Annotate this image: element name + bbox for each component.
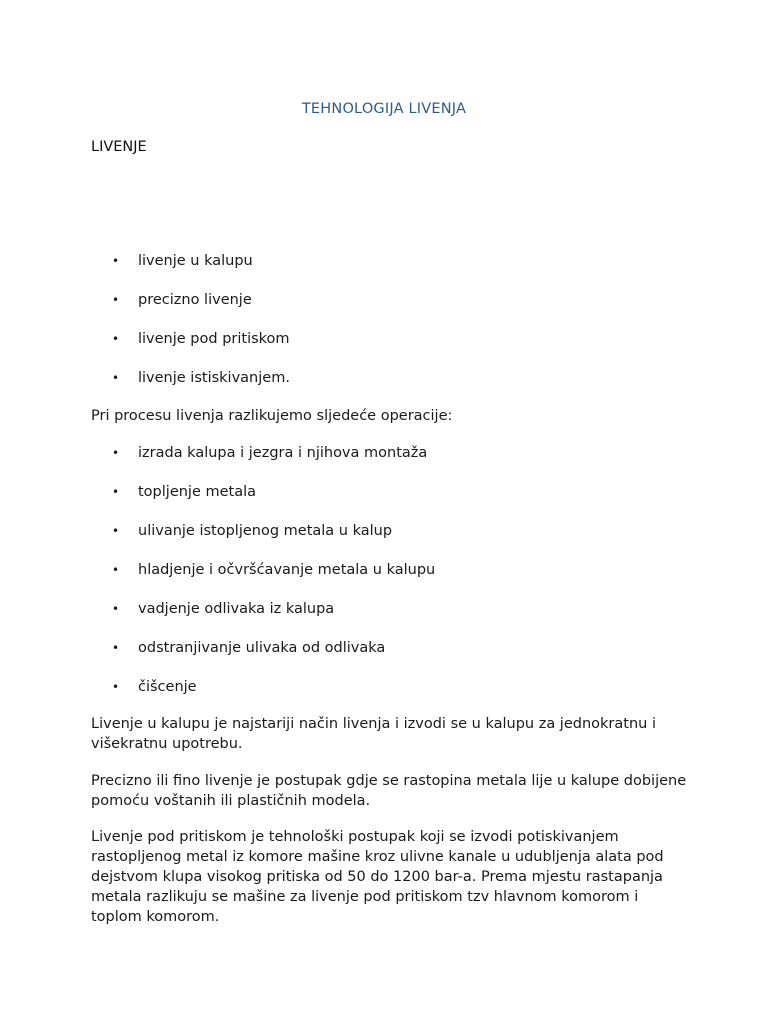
list-item [112,639,435,678]
list-item-text: vadjenje odlivaka iz kalupa [138,601,335,617]
list-item-text: hladjenje i očvršćavanje metala u kalupu [138,562,436,578]
list-item-text: precizno livenje [138,292,252,308]
list-item [112,291,290,330]
operations-list [112,444,435,717]
document-title: TEHNOLOGIJA LIVENJA [301,101,467,117]
bullet-icon: • [112,680,120,694]
list-item-text: izrada kalupa i jezgra i njihova montaža [138,445,428,461]
bullet-icon: • [112,524,120,538]
list-item [112,522,435,561]
list-item-text: odstranjivanje ulivaka od odlivaka [138,640,386,656]
bullet-icon: • [112,602,120,616]
bullet-icon: • [112,332,120,346]
operations-intro: Pri procesu livenja razlikujemo sljedeće operacije: [91,408,453,424]
bullet-icon: • [112,371,120,385]
list-item-text: livenje u kalupu [138,253,253,269]
list-item-text: ulivanje istopljenog metala u kalup [138,523,393,539]
bullet-icon: • [112,563,120,577]
section-heading: LIVENJE [91,139,147,155]
list-item [112,678,435,717]
paragraph-mold-casting: Livenje u kalupu je najstariji način livenja i izvodi se u kalupu za jednokratnu i višekratnu upotrebu. [91,716,656,752]
paragraph-precision-casting: Precizno ili fino livenje je postupak gdje se rastopina metala lije u kalupe dobijene pomoću voštanih ili plastičnih modela. [91,773,687,809]
list-item-text: livenje istiskivanjem. [138,370,290,386]
list-item [112,369,290,408]
paragraph-die-casting: Livenje pod pritiskom je tehnološki postupak koji se izvodi potiskivanjem rastopljenog metal iz komore mašine kroz ulivne kanale u udubljenja alata pod dejstvom klupa visokog pritiska od 50 do 1200 bar-a. Prema mjestu rastapanja metala razlikuju se mašine za livenje pod pritiskom tzv hlavnom komorom i toplom komorom. [91,829,664,925]
list-item [112,444,435,483]
bullet-icon: • [112,293,120,307]
list-item-text: livenje pod pritiskom [138,331,290,347]
bullet-icon: • [112,485,120,499]
list-item [112,483,435,522]
list-item-text: čišcenje [138,679,197,695]
bullet-icon: • [112,446,120,460]
bullet-icon: • [112,254,120,268]
casting-types-list [112,252,290,408]
list-item-text: topljenje metala [138,484,257,500]
list-item [112,600,435,639]
list-item [112,330,290,369]
bullet-icon: • [112,641,120,655]
list-item [112,252,290,291]
list-item [112,561,435,600]
